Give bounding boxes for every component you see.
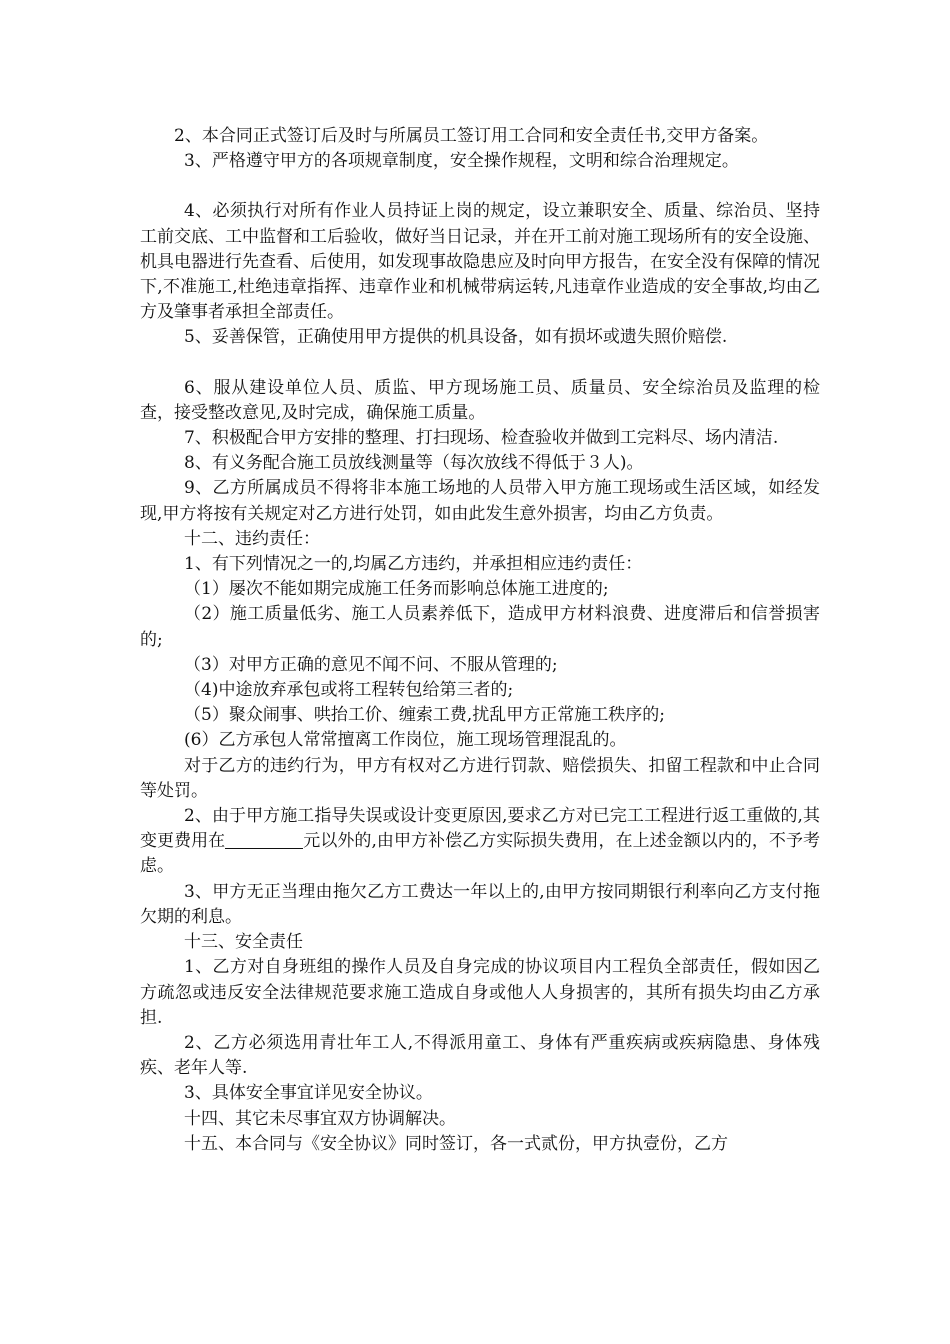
clause-2: 2、本合同正式签订后及时与所属员工签订用工合同和安全责任书,交甲方备案。 bbox=[174, 126, 769, 146]
item-2-text-b: 元以外的,由甲方补偿乙方实际损失费用，在上述金额以内的，不予考虑。 bbox=[140, 831, 821, 877]
spacer bbox=[140, 351, 820, 376]
section-13-item-3: 3、具体安全事宜详见安全协议。 bbox=[184, 1083, 433, 1104]
violation-3: （3）对甲方正确的意见不闻不问、不服从管理的; bbox=[184, 654, 558, 675]
spacer bbox=[140, 174, 820, 199]
clause-5: 5、妥善保管，正确使用甲方提供的机具设备，如有损坏或遗失照价赔偿. bbox=[184, 327, 728, 348]
clause-6: 6、服从建设单位人员、质监、甲方现场施工员、质量员、安全综治员及监理的检查，接受整改意见,及时完成，确保施工质量。 bbox=[140, 377, 820, 423]
section-14-heading: 十四、其它未尽事宜双方协调解决。 bbox=[184, 1108, 456, 1129]
item-2-text-a: 2、由于甲方施工指导失误或设计变更原因,要求乙方对已完工工程进行返工重做的,其变更费用在 bbox=[140, 806, 820, 852]
section-13-item-1: 1、乙方对自身班组的操作人员及自身完成的协议项目内工程负全部责任，假如因乙方疏忽或违反安全法律规范要求施工造成自身或他人人身损害的，其所有损失均由乙方承担. bbox=[140, 957, 820, 1028]
violation-6: (6）乙方承包人常常擅离工作岗位，施工现场管理混乱的。 bbox=[184, 730, 627, 751]
section-12-item-3: 3、甲方无正当理由拖欠乙方工费达一年以上的,由甲方按同期银行利率向乙方支付拖欠期的利息。 bbox=[140, 881, 820, 927]
clause-7: 7、积极配合甲方安排的整理、打扫现场、检查验收并做到工完料尽、场内清洁. bbox=[184, 428, 779, 449]
clause-4: 4、必须执行对所有作业人员持证上岗的规定，设立兼职安全、质量、综治员、坚持工前交底、工中监督和工后验收，做好当日记录，并在开工前对施工现场所有的安全设施、机具电器进行先查看、后使用，如发现事故隐患应及时向甲方报告，在安全没有保障的情况下,不准施工,杜绝违章指挥、违章作业和机械带病运转,凡违章作业造成的安全事故,均由乙方及肇事者承担全部责任。 bbox=[140, 201, 820, 323]
section-12-item-1: 1、有下列情况之一的,均属乙方违约，并承担相应违约责任： bbox=[184, 554, 643, 575]
section-13-item-2: 2、乙方必须选用青壮年工人,不得派用童工、身体有严重疾病或疾病隐患、身体残疾、老年人等. bbox=[140, 1032, 820, 1079]
amount-blank bbox=[225, 832, 303, 849]
clause-8: 8、有义务配合施工员放线测量等（每次放线不得低于３人)。 bbox=[184, 453, 644, 474]
contract-body bbox=[140, 124, 820, 1157]
section-12-heading: 十二、违约责任： bbox=[184, 528, 320, 549]
clause-3: 3、严格遵守甲方的各项规章制度，安全操作规程，文明和综合治理规定。 bbox=[184, 151, 739, 172]
violation-1: （1）屡次不能如期完成施工任务而影响总体施工进度的; bbox=[184, 579, 609, 600]
section-13-heading: 十三、安全责任 bbox=[184, 932, 303, 953]
violation-5: （5）聚众闹事、哄抬工价、缠索工费,扰乱甲方正常施工秩序的; bbox=[184, 705, 665, 726]
section-15-heading: 十五、本合同与《安全协议》同时签订，各一式贰份，甲方执壹份，乙方 bbox=[184, 1133, 728, 1154]
violation-4: （4)中途放弃承包或将工程转包给第三者的; bbox=[184, 680, 514, 701]
penalty-clause: 对于乙方的违约行为，甲方有权对乙方进行罚款、赔偿损失、扣留工程款和中止合同等处罚。 bbox=[140, 755, 820, 801]
clause-9: 9、乙方所属成员不得将非本施工场地的人员带入甲方施工现场或生活区域，如经发现,甲方将按有关规定对乙方进行处罚，如由此发生意外损害，均由乙方负责。 bbox=[140, 478, 820, 524]
violation-2: （2）施工质量低劣、施工人员素养低下，造成甲方材料浪费、进度滞后和信誉损害的; bbox=[140, 604, 820, 650]
section-12-item-2 bbox=[140, 804, 820, 880]
